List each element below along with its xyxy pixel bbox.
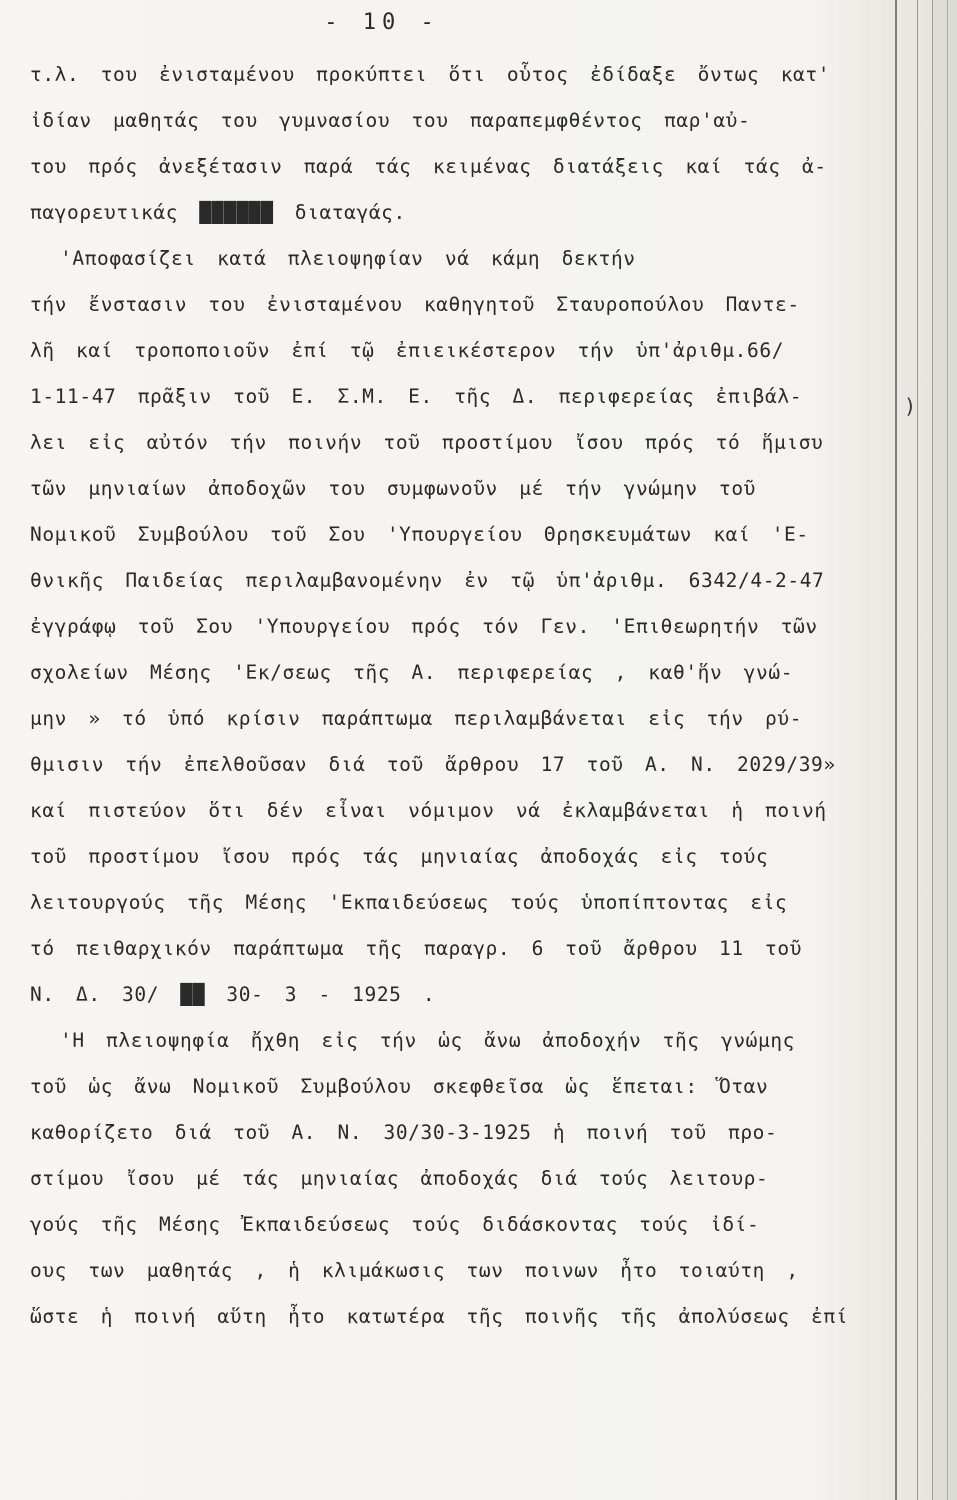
text-line: τοῦ ὡς ἄνω Νομικοῦ Συμβούλου σκεφθεῖσα ὡς ἕπεται: Ὅταν xyxy=(30,1075,769,1098)
text-line: μην » τό ὑπό κρίσιν παράπτωμα περιλαμβάνεται εἰς τήν ρύ- xyxy=(30,707,803,730)
text-line: ὥστε ἡ ποινή αὕτη ἦτο κατωτέρα τῆς ποινῆς τῆς ἀπολύσεως ἐπί xyxy=(30,1305,849,1328)
text-line: τό πειθαρχικόν παράπτωμα τῆς παραγρ. 6 τοῦ ἄρθρου 11 τοῦ xyxy=(30,937,803,960)
text-line: γούς τῆς Μέσης Ἐκπαιδεύσεως τούς διδάσκοντας τούς ἰδί- xyxy=(30,1213,760,1236)
text-line: καί πιστεύον ὅτι δέν εἶναι νόμιμον νά ἐκλαμβάνεται ἡ ποινή xyxy=(30,799,827,822)
text-line: Ν. Δ. 30/ ██ 30- 3 - 1925 . xyxy=(30,983,436,1006)
page-number: - 10 - xyxy=(324,10,440,35)
text-line: ἰδίαν μαθητάς του γυμνασίου του παραπεμφθέντος παρ'αὐ- xyxy=(30,109,751,132)
text-line: τοῦ προστίμου ἴσου πρός τάς μηνιαίας ἀποδοχάς εἰς τούς xyxy=(30,845,769,868)
text-line: θμισιν τήν ἐπελθοῦσαν διά τοῦ ἄρθρου 17 τοῦ Α. Ν. 2029/39» xyxy=(30,753,836,776)
text-line: λει εἰς αὐτόν τήν ποινήν τοῦ προστίμου ἴσου πρός τό ἥμισυ xyxy=(30,431,824,454)
binding-edge xyxy=(887,0,957,1500)
text-line: παγορευτικάς ██████ διαταγάς. xyxy=(30,201,406,224)
text-line: ἐγγράφῳ τοῦ Σου 'Υπουργείου πρός τόν Γεν. 'Επιθεωρητήν τῶν xyxy=(30,615,818,638)
typewritten-text xyxy=(30,52,880,1340)
text-line: θνικῆς Παιδείας περιλαμβανομένην ἐν τῷ ὑπ'ἀριθμ. 6342/4-2-47 xyxy=(30,569,825,592)
text-line: στίμου ἴσου μέ τάς μηνιαίας ἀποδοχάς διά τούς λειτουρ- xyxy=(30,1167,769,1190)
text-line: σχολείων Μέσης 'Εκ/σεως τῆς Α. περιφερείας , καθ'ἥν γνώ- xyxy=(30,661,794,684)
text-line: τῶν μηνιαίων ἀποδοχῶν του συμφωνοῦν μέ τήν γνώμην τοῦ xyxy=(30,477,757,500)
text-line: Νομικοῦ Συμβούλου τοῦ Σου 'Υπουργείου Θρησκευμάτων καί 'Ε- xyxy=(30,523,809,546)
text-line: τ.λ. του ἐνισταμένου προκύπτει ὅτι οὗτος ἐδίδαξε ὄντως κατ' xyxy=(30,63,831,86)
text-line: 'Η πλειοψηφία ἤχθη εἰς τήν ὡς ἄνω ἀποδοχήν τῆς γνώμης xyxy=(60,1029,796,1052)
text-line: λειτουργούς τῆς Μέσης 'Εκπαιδεύσεως τούς ὑποπίπτοντας εἰς xyxy=(30,891,788,914)
text-line: καθορίζετο διά τοῦ Α. Ν. 30/30-3-1925 ἡ ποινή τοῦ προ- xyxy=(30,1121,778,1144)
text-line: λῆ καί τροποποιοῦν ἐπί τῷ ἐπιεικέστερον τήν ὑπ'ἀριθμ.66/ xyxy=(30,339,785,362)
text-line: του πρός ἀνεξέτασιν παρά τάς κειμένας διατάξεις καί τάς ἀ- xyxy=(30,155,827,178)
text-line: ους των μαθητάς , ἡ κλιμάκωσις των ποινων ἦτο τοιαύτη , xyxy=(30,1259,799,1282)
margin-mark: ) xyxy=(904,394,917,418)
text-line: τήν ἔνστασιν του ἐνισταμένου καθηγητοῦ Σταυροπούλου Παντε- xyxy=(30,293,800,316)
text-line: 'Αποφασίζει κατά πλειοψηφίαν νά κάμη δεκτήν xyxy=(60,247,636,270)
text-line: 1-11-47 πρᾶξιν τοῦ Ε. Σ.Μ. Ε. τῆς Δ. περιφερείας ἐπιβάλ- xyxy=(30,385,803,408)
